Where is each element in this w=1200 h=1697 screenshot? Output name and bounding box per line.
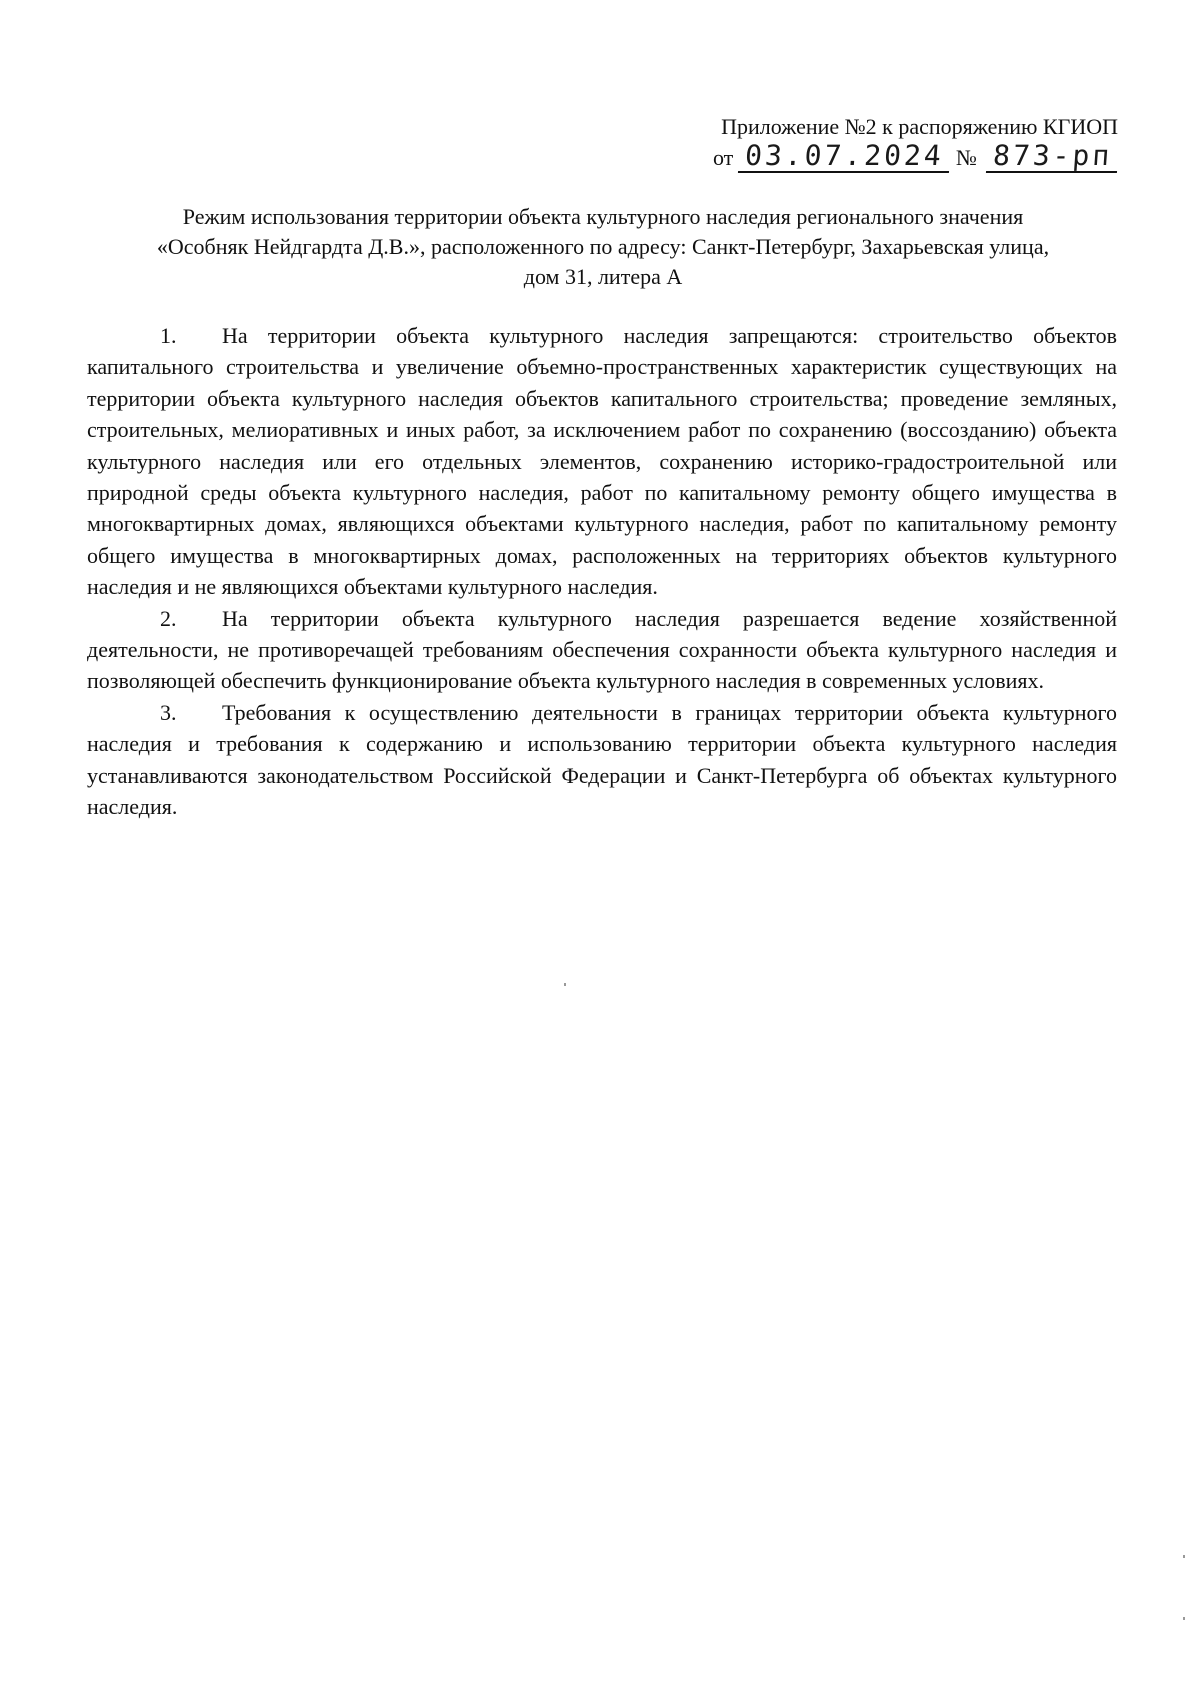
order-reference	[598, 139, 1118, 173]
handwritten-order-number: 873-рп	[986, 142, 1119, 173]
clause-1-number: 1.	[160, 323, 177, 348]
number-prefix: №	[955, 145, 977, 170]
clause-1	[87, 320, 1117, 603]
appendix-reference: Приложение №2 к распоряжению КГИОП	[721, 114, 1118, 139]
scan-speck	[1183, 1617, 1185, 1620]
handwritten-order-date: 03.07.2024	[738, 142, 951, 173]
clause-3-text: Требования к осуществлению деятельности в границах территории объекта культурного наследия и требования к содержанию и использованию территории объекта культурного наследия устанавливаются законодательством Российской Федерации и Санкт-Петербурга об объектах культурного наследия.	[87, 699, 1117, 820]
title-line-3: дом 31, литера А	[523, 264, 683, 289]
clause-3-number: 3.	[160, 699, 177, 725]
clause-2-text: На территории объекта культурного наследия разрешается ведение хозяйственной деятельности, не противоречащей требованиям обеспечения сохранности объекта культурного наследия и позволяющей обеспечить функционирование объекта культурного наследия в современных условиях.	[87, 605, 1117, 694]
date-prefix: от	[712, 145, 734, 170]
document-title	[90, 202, 1116, 292]
scan-speck	[564, 983, 566, 986]
title-line-1: Режим использования территории объекта культурного наследия регионального значения	[182, 204, 1024, 229]
clause-2-number: 2.	[160, 605, 177, 631]
clause-2	[87, 603, 1117, 697]
appendix-header	[598, 112, 1118, 173]
clause-1-text: На территории объекта культурного наследия запрещаются: строительство объектов капитального строительства и увеличение объемно-пространственных характеристик существующих на территории объекта культурного наследия объектов капитального строительства; проведение земляных, строительных, мелиоративных и иных работ, за исключением работ по сохранению (воссозданию) объекта культурного наследия или его отдельных элементов, сохранению историко-градостроительной или природной среды объекта культурного наследия, работ по капитальному ремонту общего имущества в многоквартирных домах, являющихся объектами культурного наследия, работ по капитальному ремонту общего имущества в многоквартирных домах, расположенных на территориях объектов культурного наследия и не являющихся объектами культурного наследия.	[87, 323, 1117, 600]
document-body	[87, 320, 1117, 823]
title-line-2: «Особняк Нейдгардта Д.В.», расположенного по адресу: Санкт-Петербург, Захарьевская улица,	[156, 234, 1050, 259]
clause-3	[87, 697, 1117, 823]
scan-speck	[1183, 1555, 1185, 1558]
